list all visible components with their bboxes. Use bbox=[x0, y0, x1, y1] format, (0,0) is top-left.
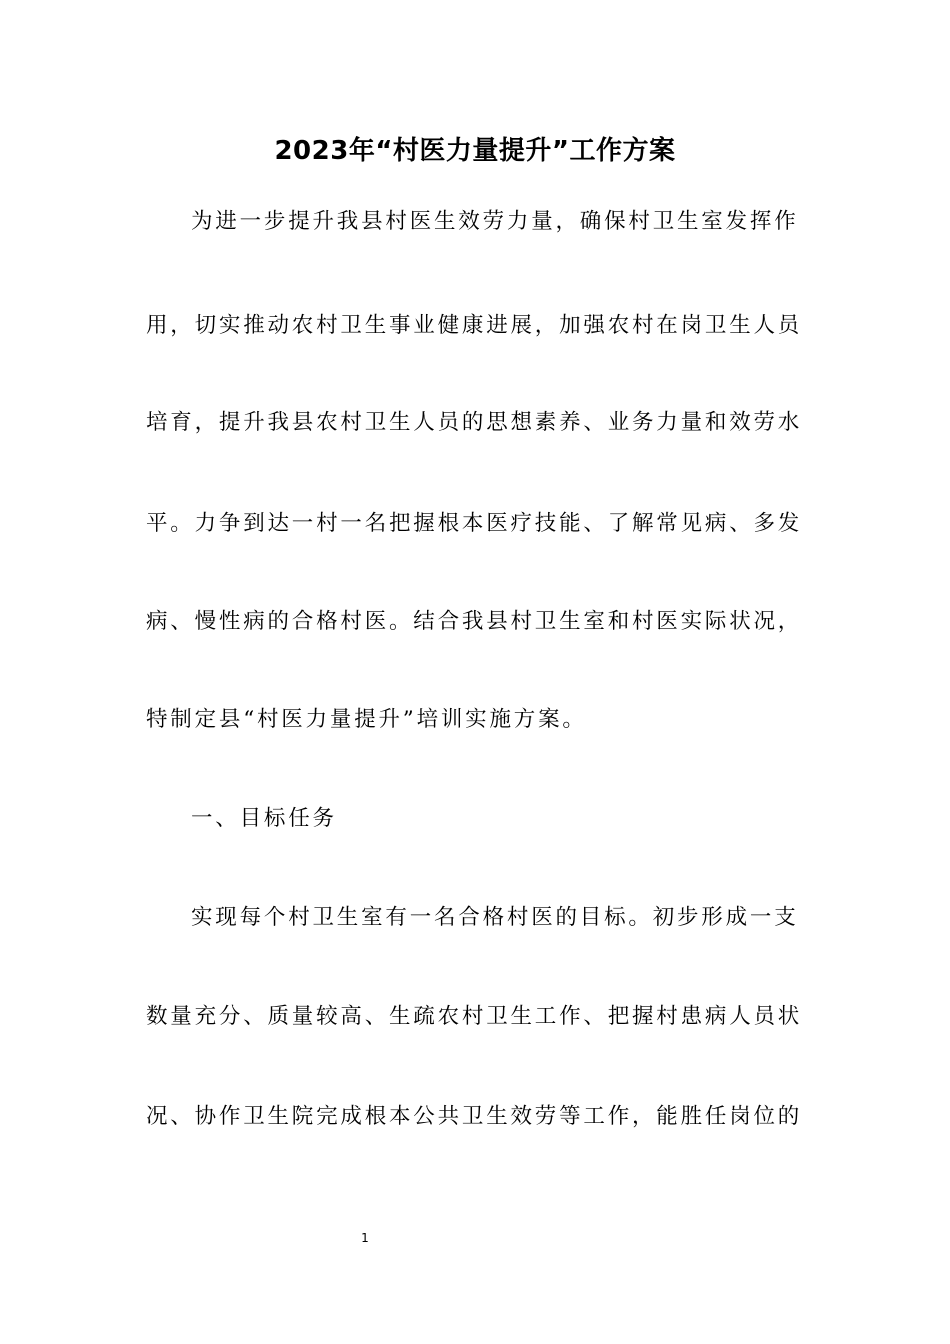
document-title: 2023年“村医力量提升”工作方案 bbox=[274, 136, 676, 166]
paragraph-line: 况、协作卫生院完成根本公共卫生效劳等工作，能胜任岗位的 bbox=[146, 1104, 803, 1129]
paragraph-line: 实现每个村卫生室有一名合格村医的目标。初步形成一支 bbox=[191, 905, 799, 930]
paragraph-line: 用，切实推动农村卫生事业健康进展，加强农村在岗卫生人员 bbox=[146, 313, 803, 338]
paragraph-line: 数量充分、质量较高、生疏农村卫生工作、把握村患病人员状 bbox=[146, 1004, 803, 1029]
paragraph-line: 平。力争到达一村一名把握根本医疗技能、了解常见病、多发 bbox=[146, 511, 803, 536]
paragraph-line: 病、慢性病的合格村医。结合我县村卫生室和村医实际状况， bbox=[146, 609, 803, 634]
paragraph-line: 特制定县“村医力量提升”培训实施方案。 bbox=[146, 707, 587, 732]
page-number: 1 bbox=[361, 1231, 369, 1245]
section-heading: 一、目标任务 bbox=[191, 806, 337, 831]
paragraph-line: 培育，提升我县农村卫生人员的思想素养、业务力量和效劳水 bbox=[146, 410, 803, 435]
paragraph-line: 为进一步提升我县村医生效劳力量，确保村卫生室发挥作 bbox=[191, 209, 799, 234]
